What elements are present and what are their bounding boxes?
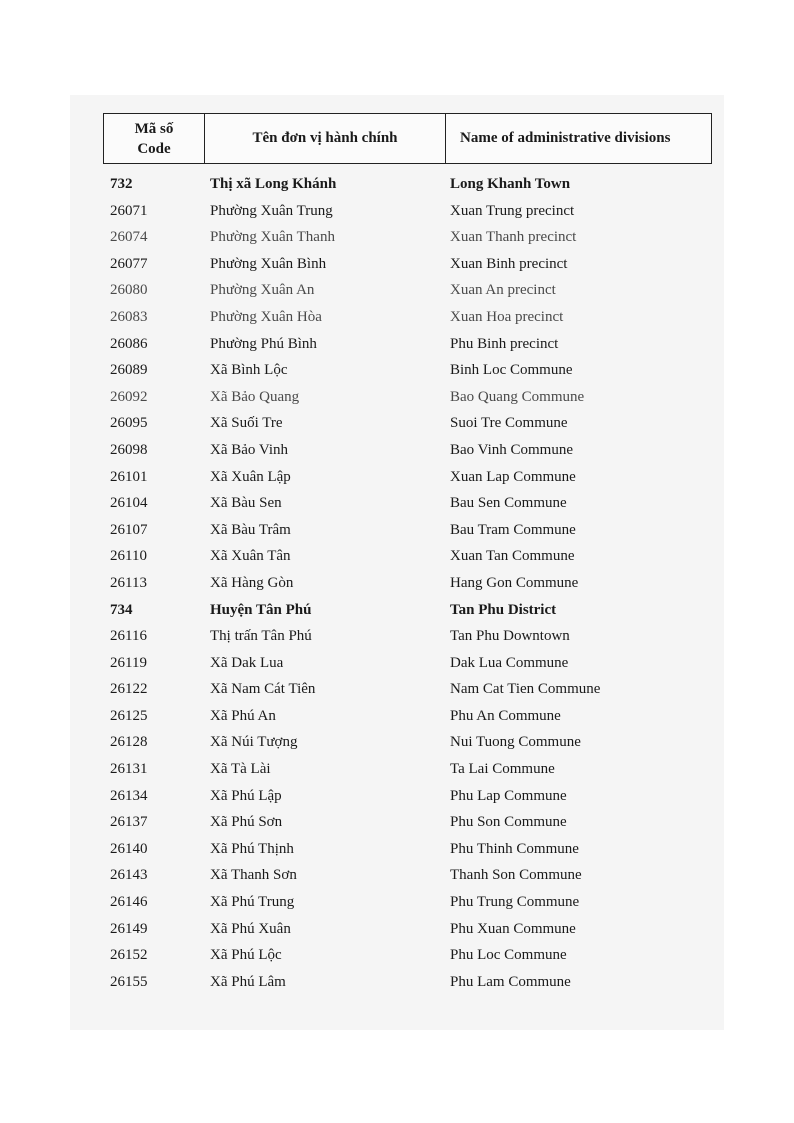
table-row xyxy=(0,786,794,813)
table-row xyxy=(0,413,794,440)
header-code-line1: Mã số xyxy=(134,120,174,137)
code-cell: 26077 xyxy=(110,255,148,272)
table-row xyxy=(0,706,794,733)
en-name-cell: Ta Lai Commune xyxy=(450,761,555,778)
vn-name-cell: Xã Tà Lài xyxy=(210,761,271,778)
en-name-cell: Bao Quang Commune xyxy=(450,388,585,405)
en-name-cell: Phu An Commune xyxy=(450,707,561,724)
vn-name-cell: Xã Bàu Sen xyxy=(210,495,282,512)
vn-name-cell: Xã Bàu Trâm xyxy=(210,521,291,538)
en-name-cell: Phu Lam Commune xyxy=(450,973,571,990)
code-cell: 26083 xyxy=(110,308,148,325)
table-row xyxy=(0,201,794,228)
en-name-cell: Thanh Son Commune xyxy=(450,867,582,884)
code-cell: 26110 xyxy=(110,548,147,565)
en-name-cell: Bao Vinh Commune xyxy=(450,441,573,458)
table-row xyxy=(0,493,794,520)
table-row xyxy=(0,812,794,839)
en-name-cell: Xuan Tan Commune xyxy=(450,548,575,565)
code-cell: 26125 xyxy=(110,707,148,724)
en-name-cell: Phu Lap Commune xyxy=(450,787,567,804)
en-name-cell: Xuan Lap Commune xyxy=(450,468,576,485)
table-row xyxy=(0,440,794,467)
vn-name-cell: Xã Bình Lộc xyxy=(210,362,288,379)
en-name-cell: Phu Trung Commune xyxy=(450,894,580,911)
vn-name-cell: Xã Bảo Vinh xyxy=(210,441,288,458)
vn-name-cell: Xã Bảo Quang xyxy=(210,388,300,405)
code-cell: 26146 xyxy=(110,894,148,911)
code-cell: 26104 xyxy=(110,495,148,512)
table-row xyxy=(0,467,794,494)
code-cell: 26131 xyxy=(110,761,148,778)
code-cell: 26089 xyxy=(110,362,148,379)
vn-name-cell: Xã Xuân Lập xyxy=(210,468,291,485)
vn-name-cell: Phường Xuân Thanh xyxy=(210,229,335,246)
table-row xyxy=(0,865,794,892)
table-row xyxy=(0,254,794,281)
code-cell: 26071 xyxy=(110,202,148,219)
table-row xyxy=(0,227,794,254)
en-name-cell: Bau Sen Commune xyxy=(450,495,567,512)
table-row xyxy=(0,732,794,759)
en-name-cell: Dak Lua Commune xyxy=(450,654,569,671)
table-row xyxy=(0,573,794,600)
en-name-cell: Long Khanh Town xyxy=(450,176,571,192)
code-cell: 26122 xyxy=(110,681,148,698)
table-row xyxy=(0,280,794,307)
en-name-cell: Bau Tram Commune xyxy=(450,521,576,538)
table-row xyxy=(0,972,794,999)
code-cell: 26128 xyxy=(110,734,148,751)
en-name-cell: Tan Phu District xyxy=(450,601,557,618)
vn-name-cell: Xã Phú Lâm xyxy=(210,973,286,990)
vn-name-cell: Xã Phú Sơn xyxy=(210,814,283,831)
vn-name-cell: Phường Xuân An xyxy=(210,282,315,299)
table-row xyxy=(0,334,794,361)
table-row xyxy=(0,839,794,866)
vn-name-cell: Xã Phú Xuân xyxy=(210,920,291,937)
code-cell: 26107 xyxy=(110,521,148,538)
vn-name-cell: Xã Phú Lộc xyxy=(210,947,282,964)
code-cell: 734 xyxy=(110,601,133,618)
en-name-cell: Xuan Trung precinct xyxy=(450,202,575,219)
en-name-cell: Xuan Thanh precinct xyxy=(450,229,577,246)
vn-name-cell: Xã Nam Cát Tiên xyxy=(210,681,316,698)
en-name-cell: Binh Loc Commune xyxy=(450,362,573,379)
code-cell: 26080 xyxy=(110,282,148,299)
vn-name-cell: Phường Xuân Trung xyxy=(210,202,333,219)
code-cell: 26140 xyxy=(110,840,148,857)
table-row xyxy=(0,653,794,680)
code-cell: 26143 xyxy=(110,867,148,884)
table-row xyxy=(0,520,794,547)
en-name-cell: Nam Cat Tien Commune xyxy=(450,681,601,698)
vn-name-cell: Xã Phú Trung xyxy=(210,894,295,911)
en-name-cell: Phu Xuan Commune xyxy=(450,920,576,937)
vn-name-cell: Xã Phú Lập xyxy=(210,787,282,804)
code-cell: 26134 xyxy=(110,787,148,804)
table-row xyxy=(0,546,794,573)
code-cell: 732 xyxy=(110,176,133,192)
table-row xyxy=(0,600,794,627)
table-row xyxy=(0,360,794,387)
header-vn-name: Tên đơn vị hành chính xyxy=(205,114,446,163)
table-row xyxy=(0,679,794,706)
code-cell: 26149 xyxy=(110,920,148,937)
code-cell: 26155 xyxy=(110,973,148,990)
vn-name-cell: Thị trấn Tân Phú xyxy=(210,628,312,645)
code-cell: 26095 xyxy=(110,415,148,432)
vn-name-cell: Phường Xuân Bình xyxy=(210,255,327,272)
vn-name-cell: Xã Hàng Gòn xyxy=(210,574,294,591)
vn-name-cell: Huyện Tân Phú xyxy=(210,601,312,618)
en-name-cell: Phu Binh precinct xyxy=(450,335,559,352)
header-en-name: Name of administrative divisions xyxy=(460,130,671,146)
en-name-cell: Suoi Tre Commune xyxy=(450,415,568,432)
en-name-cell: Phu Son Commune xyxy=(450,814,567,831)
code-cell: 26119 xyxy=(110,654,147,671)
code-cell: 26098 xyxy=(110,441,148,458)
en-name-cell: Nui Tuong Commune xyxy=(450,734,581,751)
vn-name-cell: Phường Phú Bình xyxy=(210,335,317,352)
vn-name-cell: Xã Phú Thịnh xyxy=(210,840,294,857)
table-row xyxy=(0,919,794,946)
table-row xyxy=(0,892,794,919)
en-name-cell: Tan Phu Downtown xyxy=(450,628,570,645)
code-cell: 26113 xyxy=(110,574,147,591)
code-cell: 26152 xyxy=(110,947,148,964)
en-name-cell: Xuan Binh precinct xyxy=(450,255,568,272)
table-row xyxy=(0,307,794,334)
code-cell: 26101 xyxy=(110,468,148,485)
division-list xyxy=(0,174,794,998)
en-name-cell: Phu Loc Commune xyxy=(450,947,567,964)
vn-name-cell: Thị xã Long Khánh xyxy=(210,176,337,192)
code-cell: 26116 xyxy=(110,628,147,645)
code-cell: 26137 xyxy=(110,814,148,831)
table-row xyxy=(0,174,794,201)
code-cell: 26074 xyxy=(110,229,148,246)
code-cell: 26086 xyxy=(110,335,148,352)
vn-name-cell: Xã Dak Lua xyxy=(210,654,284,671)
vn-name-cell: Xã Suối Tre xyxy=(210,415,283,432)
en-name-cell: Hang Gon Commune xyxy=(450,574,579,591)
vn-name-cell: Xã Núi Tượng xyxy=(210,734,298,751)
table-header xyxy=(103,113,712,164)
vn-name-cell: Phường Xuân Hòa xyxy=(210,308,322,325)
header-code-line2: Code xyxy=(137,140,171,157)
en-name-cell: Xuan An precinct xyxy=(450,282,556,299)
en-name-cell: Phu Thinh Commune xyxy=(450,840,579,857)
vn-name-cell: Xã Xuân Tân xyxy=(210,548,291,565)
vn-name-cell: Xã Thanh Sơn xyxy=(210,867,297,884)
header-code-cell xyxy=(104,114,205,163)
vn-name-cell: Xã Phú An xyxy=(210,707,276,724)
code-cell: 26092 xyxy=(110,388,148,405)
table-row xyxy=(0,626,794,653)
en-name-cell: Xuan Hoa precinct xyxy=(450,308,564,325)
table-row xyxy=(0,387,794,414)
table-row xyxy=(0,945,794,972)
table-row xyxy=(0,759,794,786)
